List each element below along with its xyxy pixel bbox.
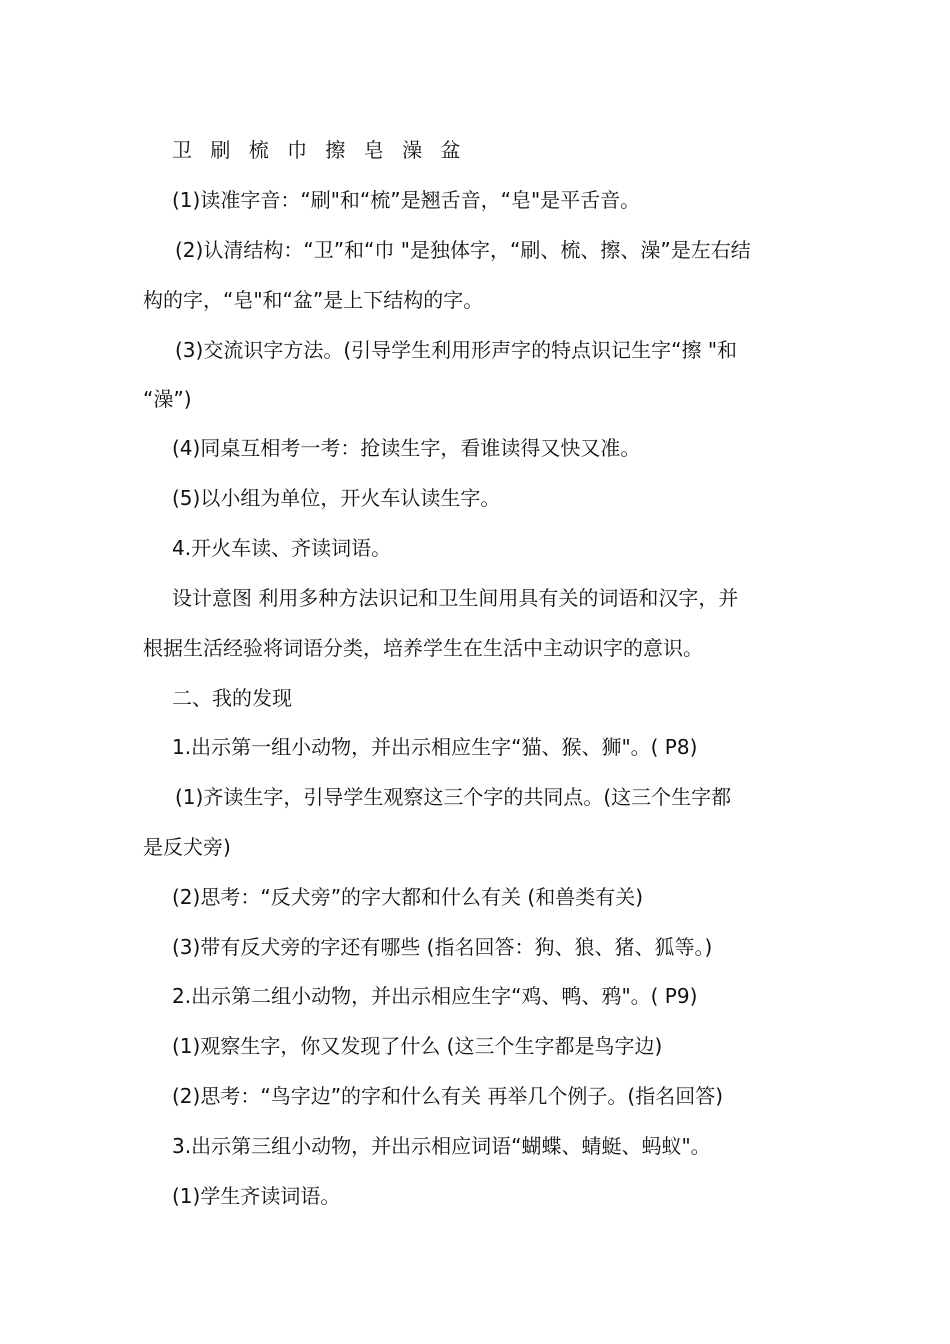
paragraph-line: (4)同桌互相考一考：抢读生字，看谁读得又快又准。: [172, 436, 641, 460]
character-list: 卫 刷 梳 巾 擦 皂 澡 盆: [172, 138, 467, 162]
paragraph-line: (5)以小组为单位，开火车认读生字。: [172, 486, 501, 510]
paragraph-line: 2.出示第二组小动物，并出示相应生字“鸡、鸭、鸦"。( P9): [172, 984, 698, 1008]
paragraph-line: (3)交流识字方法。(引导学生利用形声字的特点识记生字“擦 "和: [175, 338, 738, 362]
paragraph-line: “澡”): [143, 387, 192, 411]
design-intent-line: 设计意图 利用多种方法识记和卫生间用具有关的词语和汉字，并: [172, 586, 739, 610]
paragraph-line: 1.出示第一组小动物，并出示相应生字“猫、猴、狮"。( P8): [172, 735, 698, 759]
paragraph-line: 4.开火车读、齐读词语。: [172, 536, 392, 560]
paragraph-line: (3)带有反犬旁的字还有哪些 (指名回答：狗、狼、猪、狐等。): [172, 935, 713, 959]
paragraph-line: (2)认清结构：“卫”和“巾 "是独体字，“刷、梳、擦、澡”是左右结: [175, 238, 751, 262]
paragraph-line: 构的字，“皂"和“盆”是上下结构的字。: [143, 288, 484, 312]
paragraph-line: (2)思考：“反犬旁”的字大都和什么有关 (和兽类有关): [172, 885, 644, 909]
paragraph-line: 3.出示第三组小动物，并出示相应词语“蝴蝶、蜻蜓、蚂蚁"。: [172, 1134, 711, 1158]
paragraph-line: (1)学生齐读词语。: [172, 1184, 341, 1208]
paragraph-line: (1)观察生字，你又发现了什么 (这三个生字都是鸟字边): [172, 1034, 663, 1058]
paragraph-line: (1)读准字音：“刷"和“梳”是翘舌音，“皂"是平舌音。: [172, 188, 641, 212]
paragraph-line: (2)思考：“鸟字边”的字和什么有关 再举几个例子。(指名回答): [172, 1084, 724, 1108]
section-heading: 二、我的发现: [172, 686, 292, 710]
paragraph-line: (1)齐读生字，引导学生观察这三个字的共同点。(这三个生字都: [175, 785, 732, 809]
paragraph-line: 根据生活经验将词语分类，培养学生在生活中主动识字的意识。: [143, 636, 703, 660]
paragraph-line: 是反犬旁): [143, 835, 231, 859]
